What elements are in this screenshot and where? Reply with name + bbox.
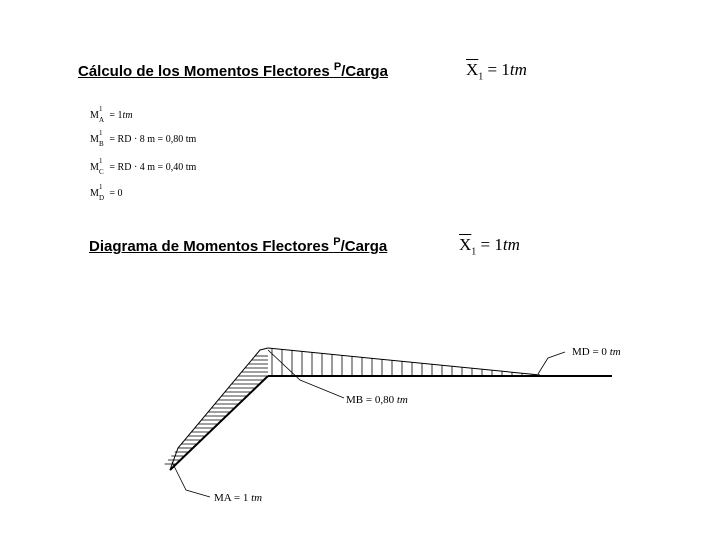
eq-tail: D · 8 m = 0,80 tm <box>124 134 197 145</box>
label-mb <box>346 394 408 406</box>
label-mb-text: MB = 0,80 <box>346 394 395 406</box>
heading-sup: P <box>333 236 341 248</box>
eq-m: M <box>90 110 99 121</box>
eq-m: M <box>90 134 99 145</box>
eq-sup: 1 <box>99 129 103 137</box>
eq-rest: = R <box>109 134 125 145</box>
formula-rest: = 1 <box>487 60 510 79</box>
formula-sub: 1 <box>478 71 484 83</box>
eq-m: M <box>90 188 99 199</box>
eq-sub: A <box>99 116 105 124</box>
eq-unit: tm <box>122 110 133 121</box>
heading-suffix: /Carga <box>341 63 388 80</box>
diagram-hatch <box>165 348 532 464</box>
eq-sub: C <box>99 168 104 176</box>
label-mb-unit: tm <box>396 394 408 406</box>
label-md-unit: tm <box>609 346 621 358</box>
eq-rest: = 0 <box>109 188 123 199</box>
eq-sub: D <box>99 194 105 202</box>
label-ma <box>214 492 262 504</box>
label-md-text: MD = 0 <box>572 346 607 358</box>
moment-envelope-horizontal <box>268 348 540 375</box>
eq-tail: D · 4 m = 0,40 tm <box>124 162 197 173</box>
eq-m: M <box>90 162 99 173</box>
formula-x: $\overline{X}$ <box>459 235 472 254</box>
eq-sub: B <box>99 140 104 148</box>
formula-rest: = 1 <box>480 235 503 254</box>
heading-sup: P <box>333 61 342 73</box>
label-md <box>572 346 621 358</box>
heading-text: Cálculo de los Momentos Flectores <box>78 63 330 80</box>
label-ma-unit: tm <box>251 492 263 504</box>
formula-unit: tm <box>502 235 520 254</box>
leader-ma <box>172 462 210 497</box>
heading-suffix: /Carga <box>340 238 388 255</box>
eq-rest: = 1 <box>109 110 123 121</box>
formula-x: $\overline{X}$ <box>466 60 479 79</box>
label-ma-text: MA = 1 <box>214 492 249 504</box>
eq-rest: = R <box>109 162 125 173</box>
heading-text: Diagrama de Momentos Flectores <box>89 238 330 255</box>
beam-inclined <box>170 376 268 470</box>
leader-mb <box>268 350 344 398</box>
eq-sup: 1 <box>99 183 103 191</box>
formula-sub: 1 <box>471 246 477 258</box>
leader-md <box>538 352 565 374</box>
eq-sup: 1 <box>99 105 103 113</box>
eq-sup: 1 <box>99 157 103 165</box>
formula-unit: tm <box>509 60 527 79</box>
